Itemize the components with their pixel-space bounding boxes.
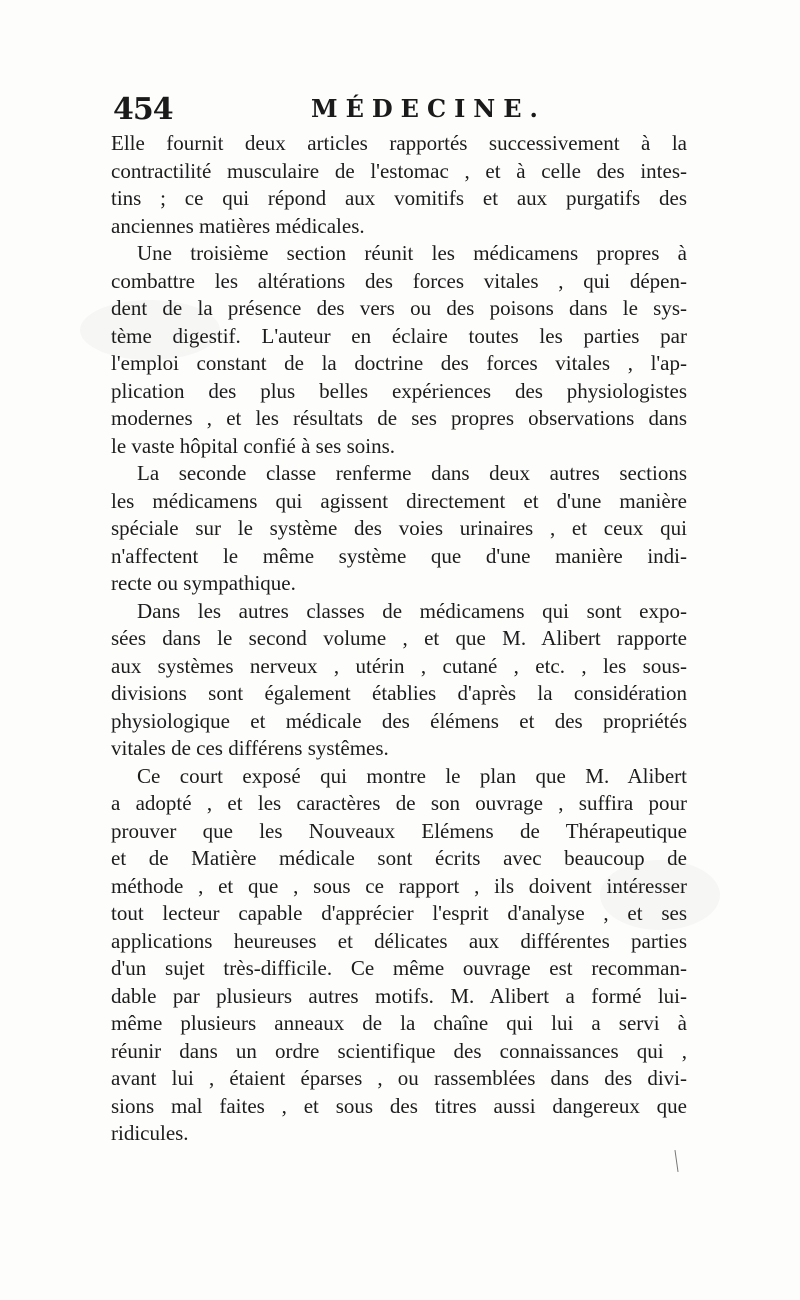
text-line: d'un sujet très-difficile. Ce même ouvrage est recomman- (111, 956, 687, 980)
text-line: avant lui , étaient éparses , ou rassemblées dans des divi- (111, 1066, 687, 1090)
text-line: Dans les autres classes de médicamens qui sont expo- (137, 598, 687, 623)
text-line: vitales de ces différens systêmes. (111, 736, 389, 760)
text-line: Elle fournit deux articles rapportés successivement à la (111, 131, 687, 155)
text-line: ridicules. (111, 1121, 189, 1145)
text-line: recte ou sympathique. (111, 571, 296, 595)
text-line: modernes , et les résultats de ses propres observations dans (111, 406, 687, 430)
body-text (111, 130, 687, 1148)
text-line: l'emploi constant de la doctrine des forces vitales , l'ap- (111, 351, 687, 375)
text-line: La seconde classe renferme dans deux autres sections (137, 461, 687, 485)
text-line: spéciale sur le système des voies urinaires , et ceux qui (111, 516, 687, 540)
page-number: 454 (113, 92, 173, 127)
text-line: combattre les altérations des forces vitales , qui dépen- (111, 268, 687, 293)
text-line: méthode , et que , sous ce rapport , ils doivent intéresser (111, 873, 687, 898)
text-line: Ce court exposé qui montre le plan que M. Alibert (137, 763, 687, 788)
text-line: a adopté , et les caractères de son ouvrage , suffira pour (111, 791, 687, 815)
text-line: et de Matière médicale sont écrits avec beaucoup de (111, 846, 687, 870)
page-mark (674, 1150, 678, 1172)
text-line: tins ; ce qui répond aux vomitifs et aux purgatifs des (111, 186, 687, 210)
text-line: anciennes matières médicales. (111, 213, 365, 238)
text-line: n'affectent le même système que d'une manière indi- (111, 543, 687, 568)
page-header (113, 92, 683, 132)
text-line: plication des plus belles expériences des physiologistes (111, 378, 687, 403)
text-line: le vaste hôpital confié à ses soins. (111, 433, 396, 458)
text-line: les médicamens qui agissent directement et d'une manière (111, 488, 687, 513)
text-line: sées dans le second volume , et que M. Alibert rapporte (111, 626, 687, 650)
paragraph (111, 598, 687, 763)
running-title: MÉDECINE. (311, 94, 546, 123)
text-line: physiologique et médicale des élémens et des propriétés (111, 708, 687, 733)
text-line: même plusieurs anneaux de la chaîne qui lui a servi à (111, 1011, 687, 1035)
text-line: contractilité musculaire de l'estomac , et à celle des intes- (111, 158, 687, 183)
paragraph (111, 763, 687, 1148)
text-line: prouver que les Nouveaux Elémens de Thérapeutique (111, 818, 687, 843)
text-line: applications heureuses et délicates aux différentes parties (111, 928, 687, 953)
text-line: Une troisième section réunit les médicamens propres à (137, 241, 687, 265)
text-line: tout lecteur capable d'apprécier l'esprit d'analyse , et ses (111, 901, 687, 925)
paragraph (111, 130, 687, 240)
text-line: dent de la présence des vers ou des poisons dans le sys- (111, 296, 687, 320)
text-line: aux systèmes nerveux , utérin , cutané , etc. , les sous- (111, 653, 687, 678)
text-line: dable par plusieurs autres motifs. M. Alibert a formé lui- (111, 983, 687, 1008)
text-line: tème digestif. L'auteur en éclaire toutes les parties par (111, 323, 687, 348)
text-line: réunir dans un ordre scientifique des connaissances qui , (111, 1038, 687, 1063)
paragraph (111, 460, 687, 598)
paragraph (111, 240, 687, 460)
text-line: divisions sont également établies d'après la considération (111, 681, 687, 705)
text-line: sions mal faites , et sous des titres aussi dangereux que (111, 1093, 687, 1118)
